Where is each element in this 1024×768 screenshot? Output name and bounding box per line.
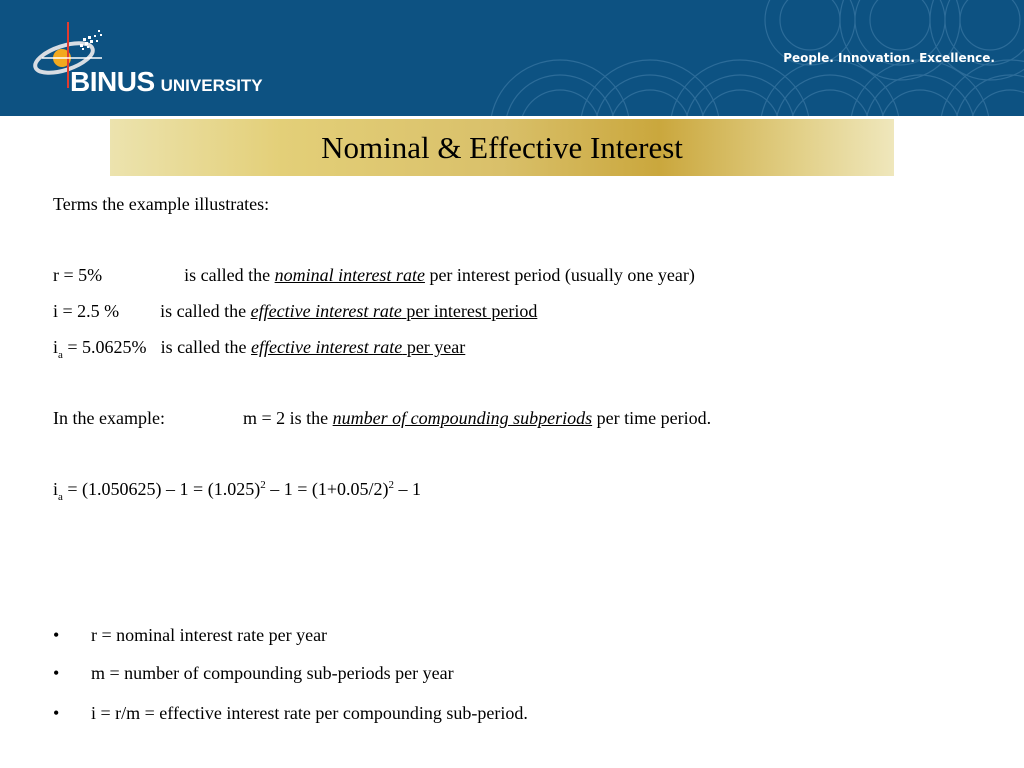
- formula-part2: – 1 = (1+0.05/2): [265, 479, 389, 499]
- intro-text: Terms the example illustrates:: [53, 194, 270, 214]
- formula-exp1: 2: [260, 479, 266, 491]
- formula-base: i: [53, 479, 59, 499]
- bullet-text: r = nominal interest rate per year: [91, 625, 328, 645]
- bullet-marker: •: [53, 703, 60, 723]
- bullet-text: m = number of compounding sub-periods per year: [91, 663, 454, 683]
- term-called: is called the: [160, 301, 247, 321]
- bullet-item: [53, 663, 454, 684]
- logo-university: UNIVERSITY: [160, 76, 263, 95]
- bullet-marker: •: [53, 663, 60, 683]
- term-called: is called the: [160, 337, 247, 357]
- term-called: is called the: [184, 265, 271, 285]
- bullet-item: [53, 703, 528, 724]
- term-name: effective interest rate: [251, 337, 403, 357]
- term-rest: per interest period: [406, 301, 538, 321]
- term-lhs-rest: = 5.0625%: [67, 337, 147, 357]
- formula-part3: – 1: [393, 479, 421, 499]
- bullet-item: [53, 625, 327, 646]
- term-rest: per year: [406, 337, 466, 357]
- title-bar: [110, 119, 894, 176]
- term-rest: per interest period (usually one year): [429, 265, 695, 285]
- formula-part1: = (1.050625) – 1 = (1.025): [67, 479, 261, 499]
- formula-exp2: 2: [388, 479, 394, 491]
- logo-wordmark: [70, 66, 263, 98]
- formula-sub: a: [58, 491, 63, 503]
- tagline: People. Innovation. Excellence.: [783, 51, 995, 65]
- term-name: effective interest rate: [250, 301, 402, 321]
- term-lhs-sub: a: [58, 349, 63, 361]
- term-line-nominal: [53, 265, 695, 286]
- term-underlined: [251, 337, 465, 357]
- formula-line: [53, 479, 421, 503]
- term-lhs: i = 2.5 %: [53, 301, 120, 321]
- term-name: nominal interest rate: [274, 265, 425, 285]
- example-label: In the example:: [53, 408, 165, 428]
- bullet-marker: •: [53, 625, 60, 645]
- example-line: [53, 408, 711, 429]
- example-m: m = 2 is the: [242, 408, 329, 428]
- term-underlined: [251, 301, 538, 321]
- term-line-effective-year: [53, 337, 466, 361]
- term-lhs: r = 5%: [53, 265, 103, 285]
- slide-title: Nominal & Effective Interest: [321, 129, 683, 165]
- binus-logo: [22, 18, 302, 100]
- bullet-text: i = r/m = effective interest rate per compounding sub-period.: [91, 703, 528, 723]
- example-term: number of compounding subperiods: [332, 408, 593, 428]
- term-lhs-base: i: [53, 337, 59, 357]
- logo-brand: BINUS: [70, 66, 155, 97]
- term-line-effective-period: [53, 301, 537, 322]
- header-banner: [0, 0, 1024, 116]
- example-rest: per time period.: [596, 408, 712, 428]
